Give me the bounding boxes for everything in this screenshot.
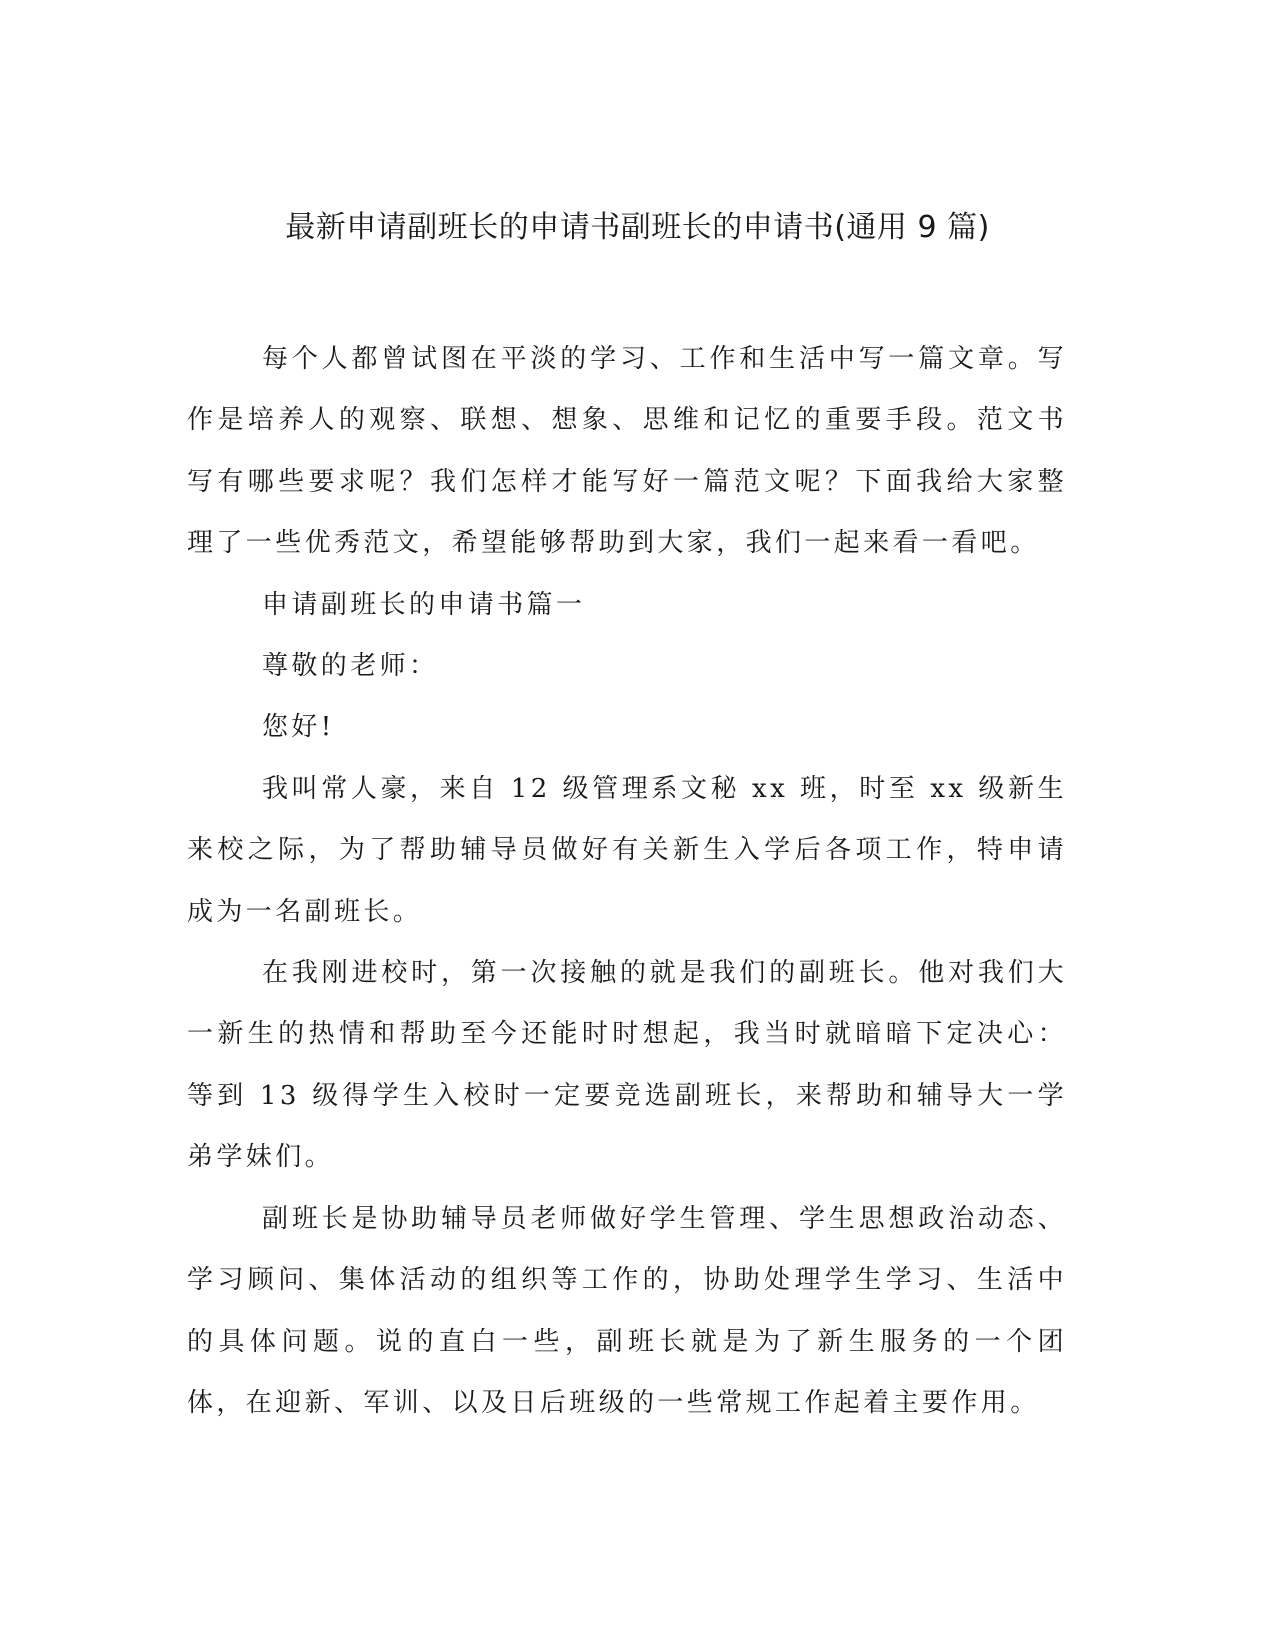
paragraph-self-introduction: 我叫常人豪，来自 12 级管理系文秘 xx 班，时至 xx 级新生来校之际，为了帮助辅导员做好有关新生入学后各项工作，特申请成为一名副班长。 — [187, 773, 1067, 927]
paragraph-intro: 每个人都曾试图在平淡的学习、工作和生活中写一篇文章。写作是培养人的观察、联想、想象、思维和记忆的重要手段。范文书写有哪些要求呢？我们怎样才能写好一篇范文呢？下面我给大家整理了一些优秀范文，希望能够帮助到大家，我们一起来看一看吧。 — [187, 344, 1067, 559]
salutation: 尊敬的老师： — [262, 651, 439, 682]
document-title: 最新申请副班长的申请书副班长的申请书(通用 9 篇) — [285, 210, 990, 245]
document-body — [187, 329, 1067, 1434]
section-heading: 申请副班长的申请书篇一 — [262, 589, 586, 620]
paragraph-motivation: 在我刚进校时，第一次接触的就是我们的副班长。他对我们大一新生的热情和帮助至今还能时时想起，我当时就暗暗下定决心：等到 13 级得学生入校时一定要竞选副班长，来帮助和辅导大一学弟学妹们。 — [187, 958, 1067, 1173]
greeting: 您好! — [262, 712, 335, 743]
paragraph-role-description: 副班长是协助辅导员老师做好学生管理、学生思想政治动态、学习顾问、集体活动的组织等工作的，协助处理学生学习、生活中的具体问题。说的直白一些，副班长就是为了新生服务的一个团体，在迎新、军训、以及日后班级的一些常规工作起着主要作用。 — [187, 1203, 1067, 1418]
